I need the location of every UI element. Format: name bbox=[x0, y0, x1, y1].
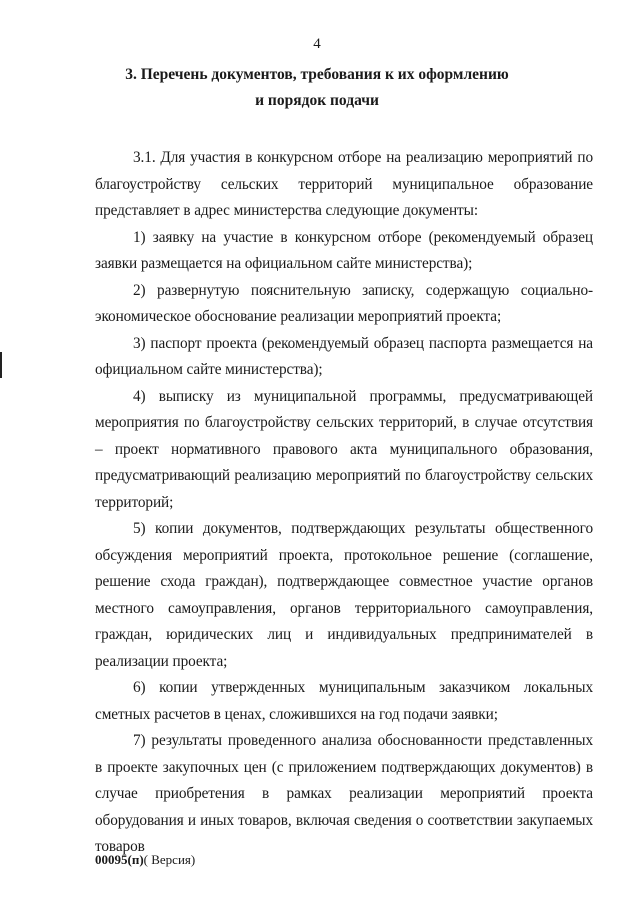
list-item-4: 4) выписку из муниципальной программы, предусматривающей мероприятия по благоустройству сельских территорий, в случае отсутствия – проект нормативного правового акта муниципального образования, предусматривающий реализацию мероприятий по благоустройству сельских территорий; bbox=[95, 387, 593, 511]
list-item-5: 5) копии документов, подтверждающих результаты общественного обсуждения мероприятий проекта, протокольное решение (соглашение, решение схода граждан), подтверждающее совместное участие органов местного самоуправления, органов территориального самоуправления, граждан, юридических лиц и индивидуальных предпринимателей в реализации проекта; bbox=[95, 520, 593, 670]
page-number: 4 bbox=[313, 36, 321, 52]
list-item-2: 2) развернутую пояснительную записку, содержащую социально-экономическое обоснование реализации мероприятий проекта; bbox=[95, 281, 593, 325]
list-item-3: 3) паспорт проекта (рекомендуемый образец паспорта размещается на официальном сайте министерства); bbox=[95, 334, 593, 378]
section-title-line-2: и порядок подачи bbox=[255, 92, 379, 109]
list-item-6: 6) копии утвержденных муниципальным заказчиком локальных сметных расчетов в ценах, сложившихся на год подачи заявки; bbox=[95, 679, 593, 723]
document-code: 00095(п) bbox=[95, 852, 144, 867]
scan-margin-mark bbox=[0, 352, 2, 378]
document-body bbox=[95, 145, 593, 861]
section-title-line-1: 3. Перечень документов, требования к их оформлению bbox=[125, 66, 509, 83]
paragraph-3-1: 3.1. Для участия в конкурсном отборе на реализацию мероприятий по благоустройству сельских территорий муниципальное образование представляет в адрес министерства следующие документы: bbox=[95, 149, 593, 219]
document-footer bbox=[95, 852, 195, 868]
document-version: ( Версия) bbox=[143, 852, 196, 867]
list-item-1: 1) заявку на участие в конкурсном отборе (рекомендуемый образец заявки размещается на официальном сайте министерства); bbox=[95, 228, 593, 272]
list-item-7: 7) результаты проведенного анализа обоснованности представленных в проекте закупочных цен (с приложением подтверждающих документов) в случае приобретения в рамках реализации мероприятий проекта оборудования и иных товаров, включая сведения о соответствии закупаемых товаров bbox=[95, 732, 593, 855]
